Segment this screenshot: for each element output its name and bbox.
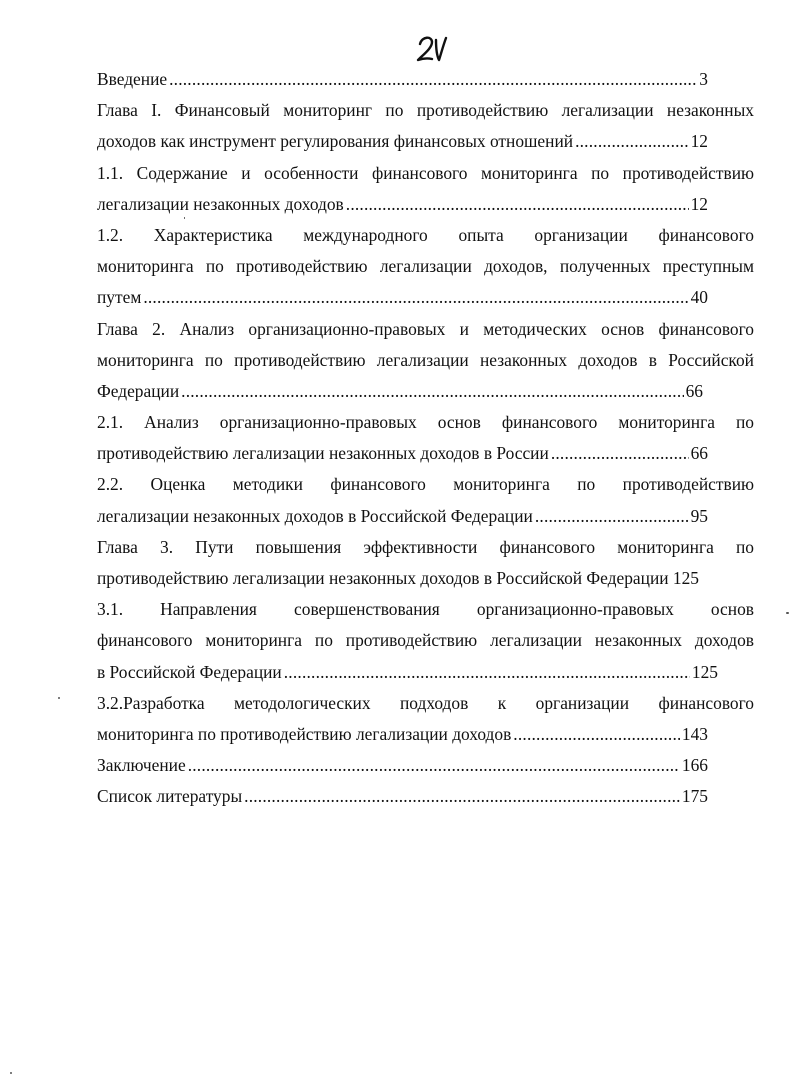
toc-entry-2-1-line-2[interactable]: противодействию легализации незаконных доходов в России ..... 66 <box>97 438 708 469</box>
scan-speck <box>184 217 185 219</box>
toc-entry-bibliography[interactable]: Список литературы ..... 175 <box>97 781 708 812</box>
toc-entry-1-1-line-2[interactable]: легализации незаконных доходов ..... 12 <box>97 189 708 220</box>
toc-entry-chapter-1-line-1[interactable]: Глава I. Финансовый мониторинг по противодействию легализации незаконных <box>97 100 754 121</box>
toc-entry-1-1-line-1[interactable]: 1.1. Содержание и особенности финансового мониторинга по противодействию <box>97 162 754 183</box>
toc-entry-chapter-2-line-3[interactable]: Федерации ..... 66 <box>97 376 703 407</box>
toc-entry-chapter-2-line-1[interactable]: Глава 2. Анализ организационно-правовых и методических основ финансового <box>97 318 754 339</box>
scan-speck <box>10 1072 12 1074</box>
toc-entry-2-2-line-1[interactable]: 2.2. Оценка методики финансового мониторинга по противодействию <box>97 474 754 495</box>
scan-speck <box>786 612 789 614</box>
toc-entry-1-2-line-2[interactable]: мониторинга по противодействию легализации доходов, полученных преступным <box>97 256 754 277</box>
toc-entry-3-1-line-1[interactable]: 3.1. Направления совершенствования организационно-правовых основ <box>97 599 754 620</box>
toc-entry-2-2-line-2[interactable]: легализации незаконных доходов в Российской Федерации ..... 95 <box>97 501 708 532</box>
toc-entry-1-2-line-1[interactable]: 1.2. Характеристика международного опыта организации финансового <box>97 224 754 245</box>
toc-entry-chapter-1-line-2[interactable]: доходов как инструмент регулирования финансовых отношений ..... 12 <box>97 126 708 157</box>
toc-entry-2-1-line-1[interactable]: 2.1. Анализ организационно-правовых основ финансового мониторинга по <box>97 412 754 433</box>
toc-entry-1-2-line-3[interactable]: путем ..... 40 <box>97 282 708 313</box>
toc-entry-3-2-line-1[interactable]: 3.2.Разработка методологических подходов к организации финансового <box>97 692 754 713</box>
toc-entry-chapter-3-line-1[interactable]: Глава 3. Пути повышения эффективности финансового мониторинга по <box>97 536 754 557</box>
toc-entry-introduction[interactable]: Введение ..... 3 <box>97 64 708 95</box>
toc-entry-3-2-line-2[interactable]: мониторинга по противодействию легализации доходов ..... 143 <box>97 719 708 750</box>
scan-speck <box>58 697 60 699</box>
table-of-contents <box>97 64 754 813</box>
toc-entry-3-1-line-3[interactable]: в Российской Федерации ..... 125 <box>97 657 718 688</box>
toc-entry-3-1-line-2[interactable]: финансового мониторинга по противодействию легализации незаконных доходов <box>97 630 754 651</box>
toc-entry-conclusion[interactable]: Заключение ..... 166 <box>97 750 708 781</box>
toc-entry-chapter-2-line-2[interactable]: мониторинга по противодействию легализации незаконных доходов в Российской <box>97 349 754 370</box>
toc-entry-chapter-3-line-2[interactable]: противодействию легализации незаконных доходов в Российской Федерации 125 <box>97 568 699 588</box>
